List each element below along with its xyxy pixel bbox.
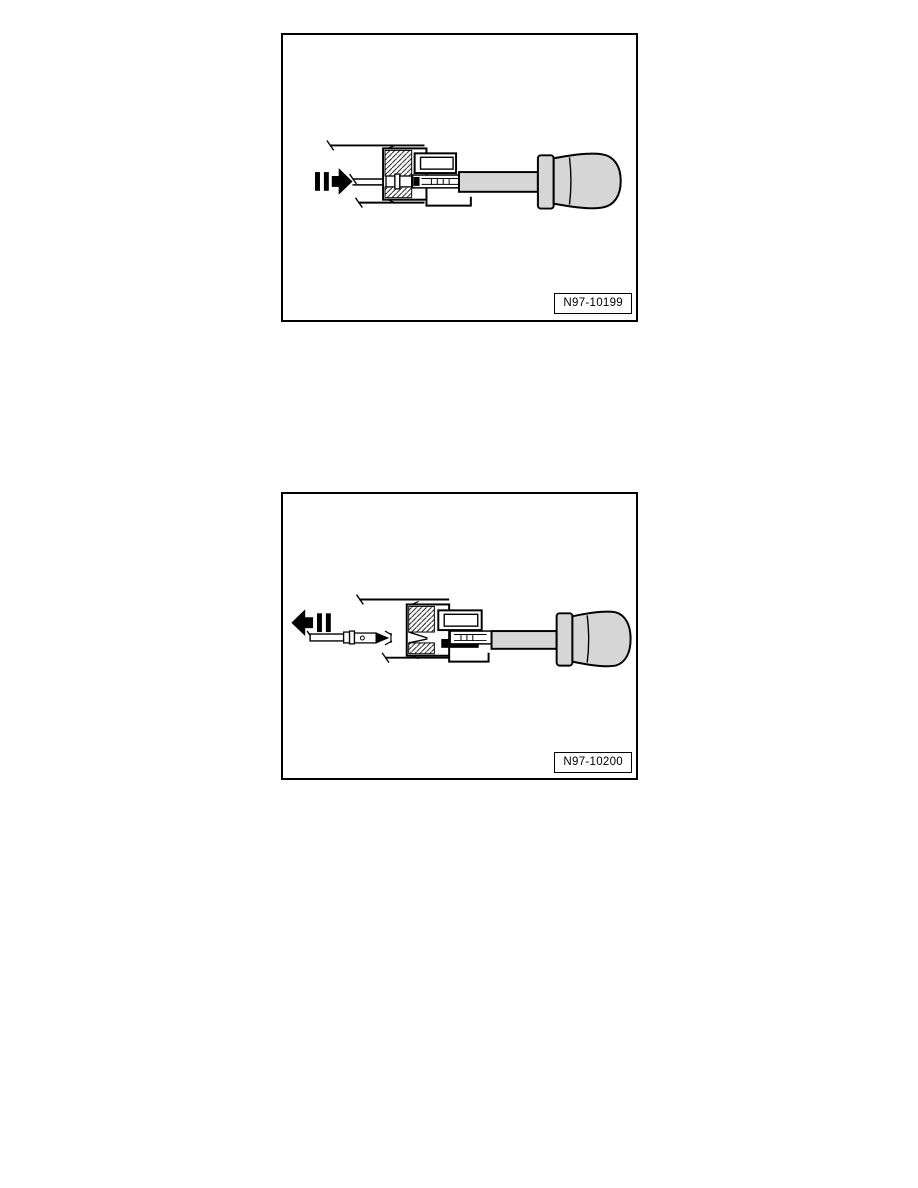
- extraction-tool: [438, 610, 491, 647]
- technical-drawing-remove-terminal: [283, 494, 636, 778]
- figure-label-text: N97-10200: [563, 756, 623, 768]
- figure-label-text: N97-10199: [563, 297, 623, 309]
- tool-handle: [459, 154, 621, 209]
- figure-label: [554, 293, 632, 314]
- figure-frame: [281, 33, 638, 322]
- tool-handle: [492, 612, 631, 667]
- arrow-right-icon: [315, 168, 352, 195]
- technical-drawing-insert-tool: [283, 35, 636, 320]
- arrow-left-icon: [291, 609, 330, 636]
- removed-terminal: [307, 631, 392, 645]
- figure-frame: [281, 492, 638, 780]
- figure-label: [554, 752, 632, 773]
